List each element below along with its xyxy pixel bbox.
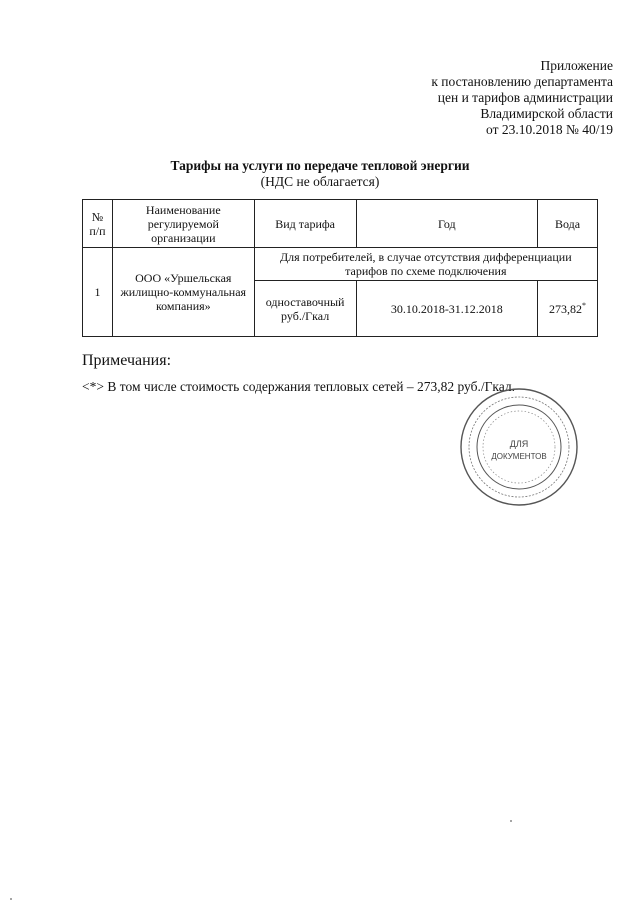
- header-tariff-type: Вид тарифа: [254, 200, 356, 248]
- scan-speck: [510, 820, 512, 822]
- cell-org: ООО «Уршельская жилищно-коммунальная компания»: [112, 248, 254, 337]
- appendix-line: от 23.10.2018 № 40/19: [486, 122, 613, 137]
- table-row: [83, 248, 598, 281]
- header-org: Наименование регулируемой организации: [112, 200, 254, 248]
- appendix-line: Владимирской области: [480, 106, 613, 121]
- notes-text: <*> В том числе стоимость содержания тепловых сетей – 273,82 руб./Гкал.: [82, 379, 515, 394]
- tariff-line1: одноставочный: [265, 294, 345, 309]
- table-header-row: [83, 200, 598, 248]
- cell-consumers: Для потребителей, в случае отсутствия дифференциации тарифов по схеме подключения: [254, 248, 597, 281]
- appendix-line: цен и тарифов администрации: [437, 90, 613, 105]
- tariff-table: [82, 199, 598, 337]
- appendix-line: к постановлению департамента: [431, 74, 613, 89]
- document-title: [0, 158, 640, 190]
- header-year: Год: [356, 200, 537, 248]
- appendix-header: [431, 58, 613, 138]
- notes-title: Примечания:: [82, 352, 172, 369]
- value-number: 273,82: [549, 301, 583, 316]
- title-sub: (НДС не облагается): [260, 174, 380, 189]
- value-mark: *: [582, 300, 587, 310]
- header-num: [83, 200, 113, 248]
- cell-value: [538, 281, 598, 337]
- tariff-line2: руб./Гкал: [281, 308, 330, 323]
- official-stamp: [457, 385, 582, 510]
- cell-num: 1: [83, 248, 113, 337]
- stamp-text-line2: ДОКУМЕНТОВ: [491, 452, 547, 461]
- cell-tariff-type: [254, 281, 356, 337]
- stamp-text-line1: ДЛЯ: [509, 439, 529, 449]
- scan-speck: [10, 898, 12, 900]
- appendix-line: Приложение: [540, 58, 613, 73]
- header-num-line2: п/п: [89, 223, 106, 238]
- cell-period: 30.10.2018-31.12.2018: [356, 281, 537, 337]
- header-num-line1: №: [91, 209, 104, 224]
- header-water: Вода: [538, 200, 598, 248]
- title-main: Тарифы на услуги по передаче тепловой энергии: [170, 158, 470, 173]
